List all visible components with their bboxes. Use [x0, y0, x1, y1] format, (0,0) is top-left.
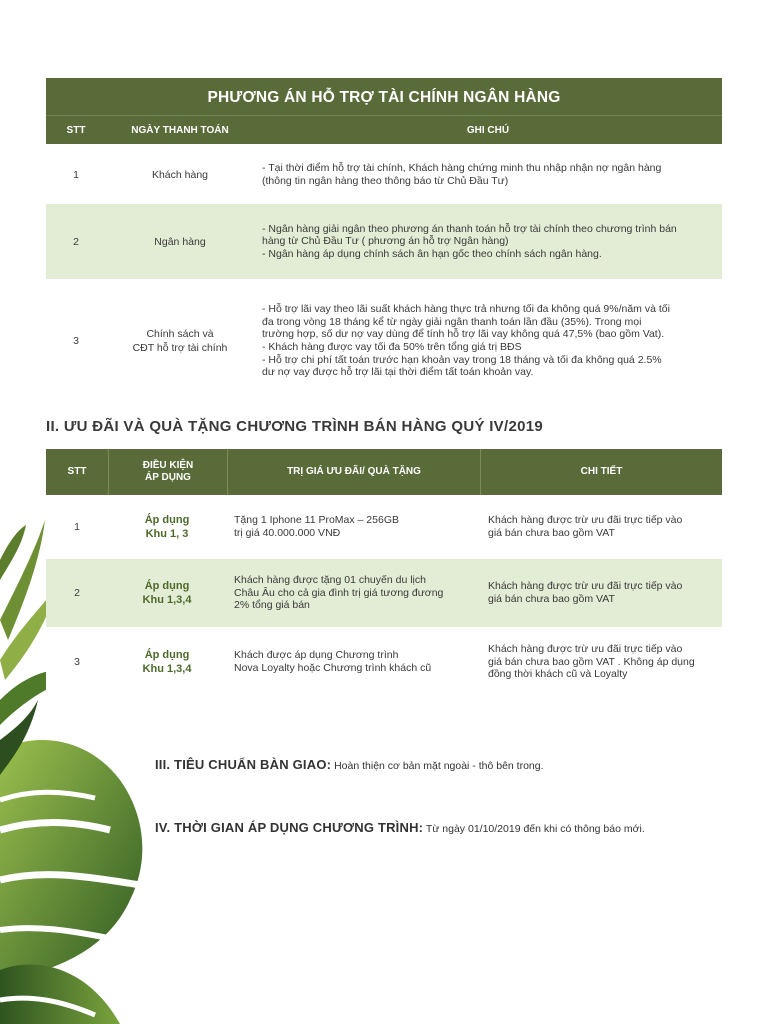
- header-stt: STT: [67, 466, 87, 477]
- section-3-label: III. TIÊU CHUẨN BÀN GIAO:: [155, 757, 332, 772]
- section-4: [155, 820, 645, 835]
- table-row: [46, 204, 722, 279]
- table-row: [46, 495, 722, 559]
- header-condition: ĐIỀU KIỆN ÁP DỤNG: [108, 449, 227, 495]
- row-stt: 3: [73, 335, 79, 347]
- section-3: [155, 757, 544, 772]
- header-value: TRỊ GIÁ ƯU ĐÃI/ QUÀ TẶNG: [227, 449, 480, 495]
- table-row: [46, 627, 722, 697]
- row-note: - Ngân hàng giải ngân theo phương án thanh toán hỗ trợ tài chính theo chương trình bán hàng từ Chủ Đầu Tư ( phương án hỗ trợ Ngân hàng) - Ngân hàng áp dụng chính sách ân hạn gốc theo chính sách ngân hàng.: [262, 222, 677, 260]
- row-date: Khách hàng: [151, 169, 209, 181]
- table-header-row: [46, 115, 722, 144]
- table-header-row: [46, 449, 722, 495]
- row-condition: Áp dụng Khu 1, 3: [144, 514, 190, 540]
- offers-table: [46, 449, 722, 697]
- bank-support-table: [46, 78, 722, 403]
- row-date: Ngân hàng: [154, 235, 206, 248]
- header-note: GHI CHÚ: [466, 124, 510, 136]
- table-title: PHƯƠNG ÁN HỖ TRỢ TÀI CHÍNH NGÂN HÀNG: [46, 78, 722, 115]
- row-condition: Áp dụng Khu 1,3,4: [142, 649, 192, 675]
- row-value: Tặng 1 Iphone 11 ProMax – 256GB trị giá 40.000.000 VNĐ: [234, 514, 399, 539]
- table-row: [46, 279, 722, 403]
- section-4-label: IV. THỜI GIAN ÁP DỤNG CHƯƠNG TRÌNH:: [155, 820, 424, 835]
- row-detail: Khách hàng được trừ ưu đãi trực tiếp vào giá bán chưa bao gồm VAT: [488, 514, 683, 539]
- header-stt: STT: [66, 124, 86, 136]
- header-payment-date: NGÀY THANH TOÁN: [131, 124, 229, 136]
- row-stt: 2: [74, 587, 80, 599]
- row-value: Khách được áp dụng Chương trình Nova Loyalty hoặc Chương trình khách cũ: [234, 649, 432, 674]
- row-condition: Áp dụng Khu 1,3,4: [142, 580, 192, 606]
- table-row: [46, 559, 722, 627]
- row-stt: 1: [74, 521, 80, 533]
- row-detail: Khách hàng được trừ ưu đãi trực tiếp vào giá bán chưa bao gồm VAT . Không áp dụng đồng thời khách cũ và Loyalty: [488, 643, 695, 681]
- row-date: Chính sách và CĐT hỗ trợ tài chính: [132, 328, 228, 354]
- section-2-title: II. ƯU ĐÃI VÀ QUÀ TẶNG CHƯƠNG TRÌNH BÁN HÀNG QUÝ IV/2019: [46, 418, 544, 435]
- row-note: - Hỗ trợ lãi vay theo lãi suất khách hàng thực trả nhưng tối đa không quá 9%/năm và tối đa trong vòng 18 tháng kể từ ngày giải ngân thanh toán lần đầu (35%). Trong mọi trường hợp, số dư nợ vay dùng để tính hỗ trợ lãi vay không quá 47,5% (bao gồm Vat). - Khách hàng được vay tối đa 50% trên tổng giá trị BĐS - Hỗ trợ chi phí tất toán trước hạn khoản vay trong 18 tháng và tối đa không quá 2.5% dư nợ vay được hỗ trợ lãi tại thời điểm tất toán khoản vay.: [262, 303, 670, 379]
- section-3-text: Hoàn thiện cơ bản mặt ngoài - thô bên trong.: [331, 760, 544, 772]
- section-4-text: Từ ngày 01/10/2019 đến khi có thông báo mới.: [423, 823, 645, 835]
- row-value: Khách hàng được tặng 01 chuyến du lịch Châu Âu cho cả gia đình trị giá tương đương 2% tổng giá bán: [234, 574, 444, 612]
- row-stt: 1: [73, 169, 79, 181]
- row-stt: 3: [74, 656, 80, 668]
- row-detail: Khách hàng được trừ ưu đãi trực tiếp vào giá bán chưa bao gồm VAT: [488, 580, 683, 605]
- table-row: [46, 144, 722, 204]
- row-note: - Tại thời điểm hỗ trợ tài chính, Khách hàng chứng minh thu nhập nhận nợ ngân hàng (thông tin ngân hàng theo thông báo từ Chủ Đầu Tư): [262, 162, 662, 187]
- row-stt: 2: [73, 235, 79, 248]
- header-detail: CHI TIẾT: [480, 449, 722, 495]
